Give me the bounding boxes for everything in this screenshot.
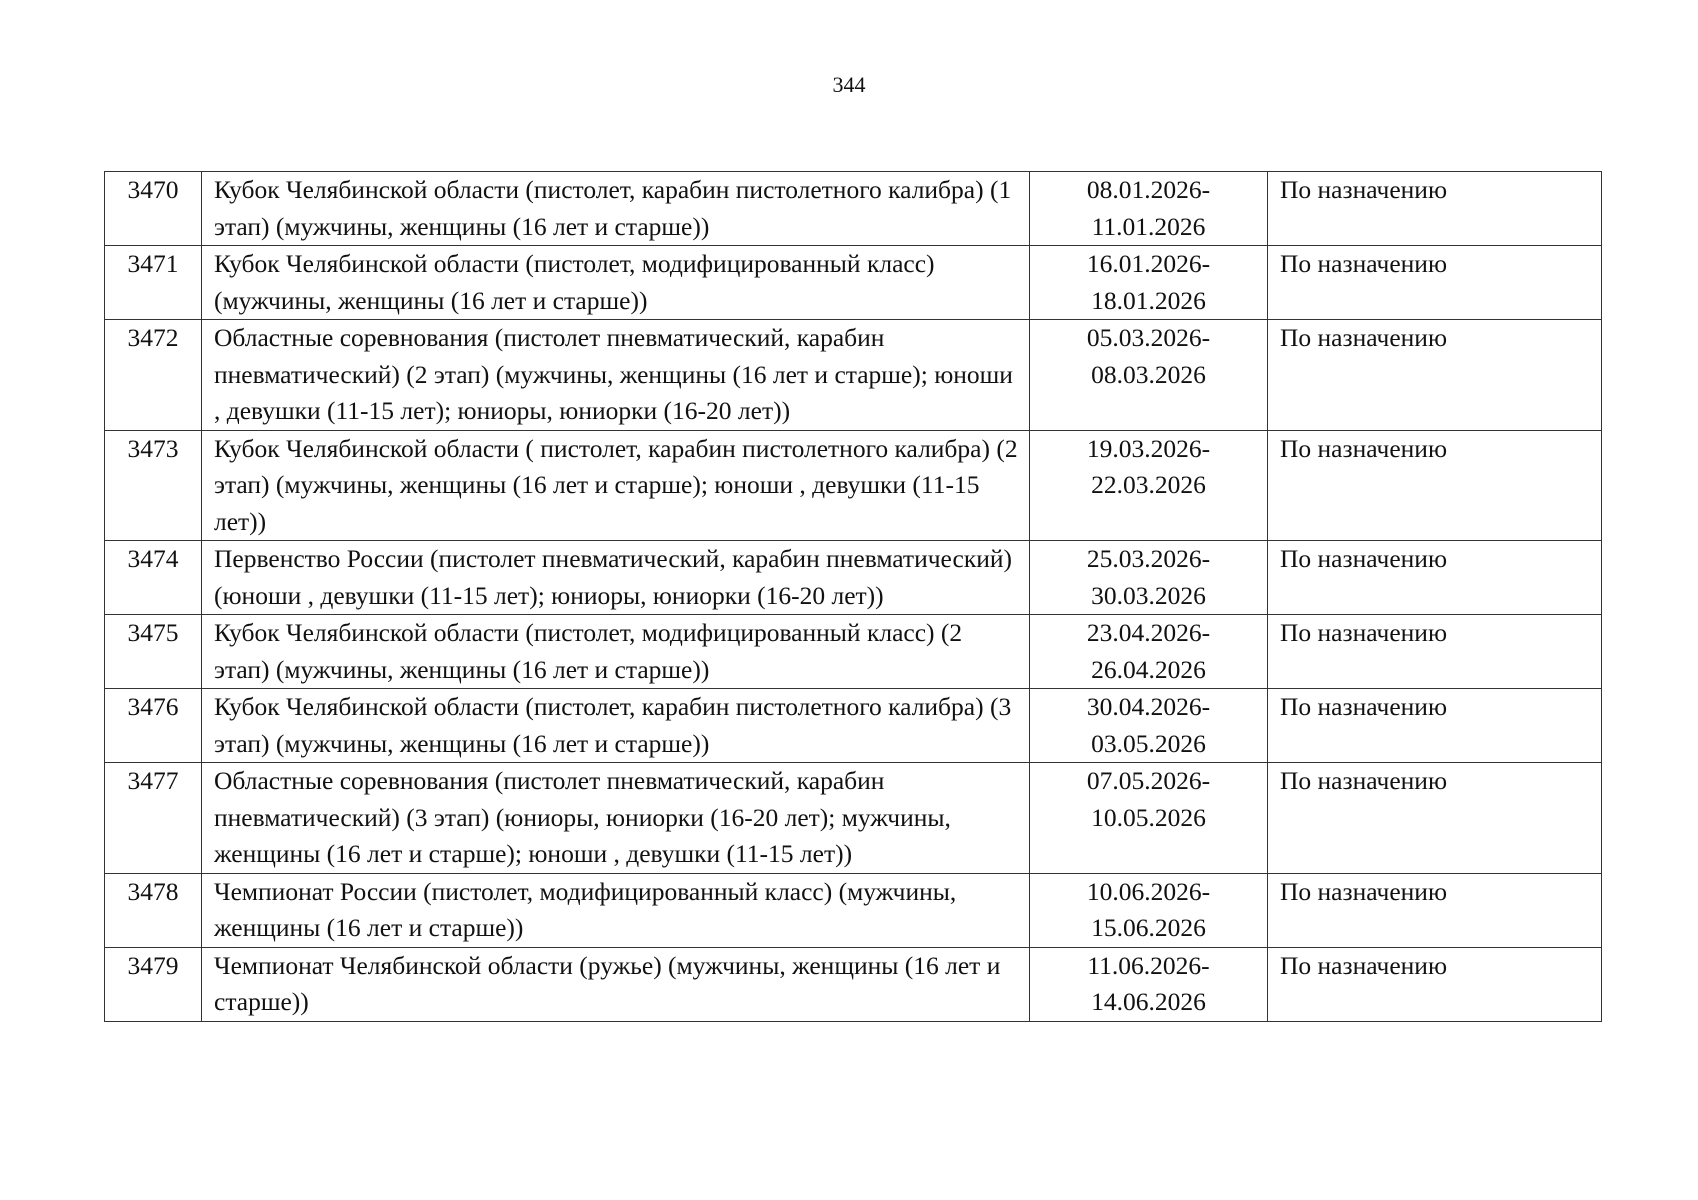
event-location-text: По назначению bbox=[1280, 692, 1448, 721]
event-dates: 07.05.2026-10.05.2026 bbox=[1030, 763, 1268, 874]
row-number: 3478 bbox=[105, 873, 202, 947]
table-row bbox=[105, 320, 1602, 431]
event-location-text: По назначению bbox=[1280, 249, 1448, 278]
event-dates: 16.01.2026-18.01.2026 bbox=[1030, 246, 1268, 320]
events-table bbox=[104, 171, 1602, 1022]
event-location bbox=[1268, 320, 1602, 431]
event-location-text: По назначению bbox=[1280, 433, 1448, 463]
event-location-text: По назначению bbox=[1280, 618, 1448, 647]
event-name: Кубок Челябинской области (пистолет, карабин пистолетного калибра) (1 этап) (мужчины, женщины (16 лет и старше)) bbox=[202, 172, 1030, 246]
event-name: Кубок Челябинской области (пистолет, модифицированный класс) (мужчины, женщины (16 лет и старше)) bbox=[202, 246, 1030, 320]
table-row bbox=[105, 873, 1602, 947]
event-location bbox=[1268, 763, 1602, 874]
table-row bbox=[105, 615, 1602, 689]
event-dates: 25.03.2026-30.03.2026 bbox=[1030, 541, 1268, 615]
event-location bbox=[1268, 689, 1602, 763]
table-row bbox=[105, 763, 1602, 874]
event-name: Областные соревнования (пистолет пневматический, карабин пневматический) (3 этап) (юниоры, юниорки (16-20 лет); мужчины, женщины (16 лет и старше); юноши , девушки (11-15 лет)) bbox=[202, 763, 1030, 874]
event-name: Кубок Челябинской области ( пистолет, карабин пистолетного калибра) (2 этап) (мужчины, женщины (16 лет и старше); юноши , девушки (11-15 лет)) bbox=[202, 430, 1030, 541]
event-dates: 30.04.2026-03.05.2026 bbox=[1030, 689, 1268, 763]
event-dates: 05.03.2026-08.03.2026 bbox=[1030, 320, 1268, 431]
row-number: 3472 bbox=[105, 320, 202, 431]
row-number: 3474 bbox=[105, 541, 202, 615]
table-row bbox=[105, 541, 1602, 615]
row-number: 3477 bbox=[105, 763, 202, 874]
table-row bbox=[105, 172, 1602, 246]
row-number: 3470 bbox=[105, 172, 202, 246]
event-location bbox=[1268, 615, 1602, 689]
table-row bbox=[105, 430, 1602, 541]
event-name: Первенство России (пистолет пневматический, карабин пневматический) (юноши , девушки (11-15 лет); юниоры, юниорки (16-20 лет)) bbox=[202, 541, 1030, 615]
event-location-text: По назначению bbox=[1280, 876, 1448, 906]
event-dates: 19.03.2026-22.03.2026 bbox=[1030, 430, 1268, 541]
event-location bbox=[1268, 947, 1602, 1021]
table-row bbox=[105, 689, 1602, 763]
event-name: Кубок Челябинской области (пистолет, модифицированный класс) (2 этап) (мужчины, женщины (16 лет и старше)) bbox=[202, 615, 1030, 689]
event-dates: 11.06.2026-14.06.2026 bbox=[1030, 947, 1268, 1021]
event-location-text: По назначению bbox=[1280, 766, 1448, 795]
table-row bbox=[105, 246, 1602, 320]
event-name: Чемпионат Челябинской области (ружье) (мужчины, женщины (16 лет и старше)) bbox=[202, 947, 1030, 1021]
event-location bbox=[1268, 430, 1602, 541]
event-dates: 10.06.2026-15.06.2026 bbox=[1030, 873, 1268, 947]
event-location-text: По назначению bbox=[1280, 175, 1448, 204]
row-number: 3479 bbox=[105, 947, 202, 1021]
event-location-text: По назначению bbox=[1280, 544, 1448, 573]
table-row bbox=[105, 947, 1602, 1021]
event-location bbox=[1268, 172, 1602, 246]
event-name: Кубок Челябинской области (пистолет, карабин пистолетного калибра) (3 этап) (мужчины, женщины (16 лет и старше)) bbox=[202, 689, 1030, 763]
event-location bbox=[1268, 541, 1602, 615]
page-number: 344 bbox=[832, 72, 866, 97]
event-dates: 23.04.2026-26.04.2026 bbox=[1030, 615, 1268, 689]
event-location-text: По назначению bbox=[1280, 950, 1448, 980]
event-location-text: По назначению bbox=[1280, 323, 1448, 352]
row-number: 3473 bbox=[105, 430, 202, 541]
event-dates: 08.01.2026-11.01.2026 bbox=[1030, 172, 1268, 246]
row-number: 3471 bbox=[105, 246, 202, 320]
row-number: 3476 bbox=[105, 689, 202, 763]
event-location bbox=[1268, 246, 1602, 320]
event-location bbox=[1268, 873, 1602, 947]
event-name: Чемпионат России (пистолет, модифицированный класс) (мужчины, женщины (16 лет и старше)) bbox=[202, 873, 1030, 947]
event-name: Областные соревнования (пистолет пневматический, карабин пневматический) (2 этап) (мужчины, женщины (16 лет и старше); юноши , девушки (11-15 лет); юниоры, юниорки (16-20 лет)) bbox=[202, 320, 1030, 431]
row-number: 3475 bbox=[105, 615, 202, 689]
